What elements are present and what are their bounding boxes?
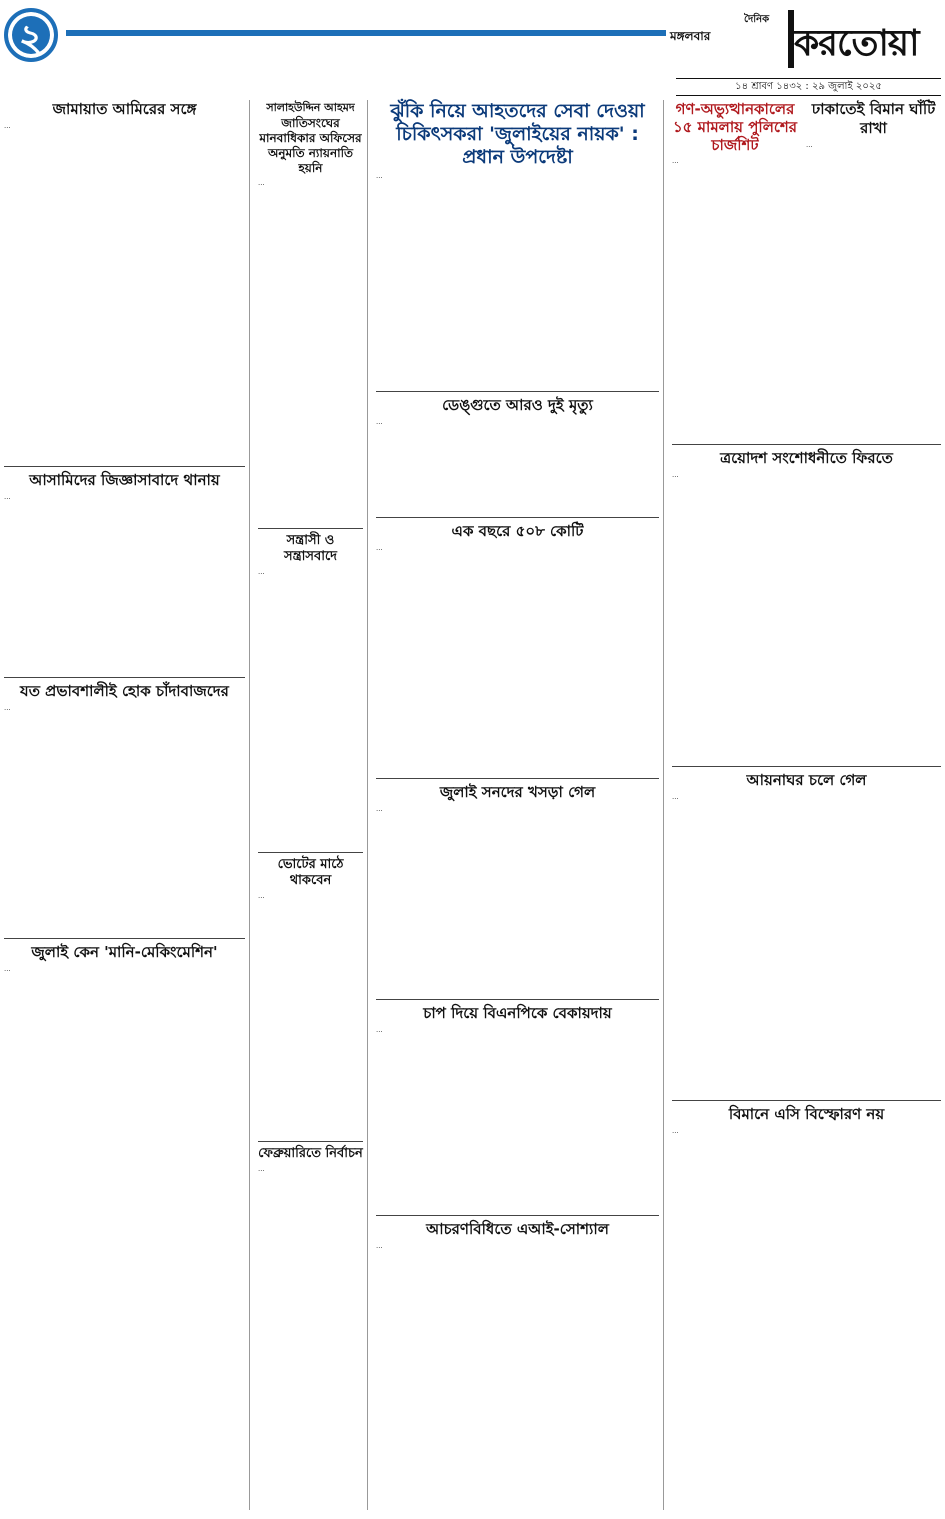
headline-aircrash: বিমানে এসি বিস্ফোরণ নয়	[728, 1105, 885, 1123]
column-1	[4, 100, 250, 1510]
article-body: …	[376, 1026, 383, 1034]
divider	[258, 528, 363, 529]
article-body: …	[672, 1127, 679, 1135]
page-number-badge: ২	[4, 8, 58, 62]
article-body: …	[672, 793, 679, 801]
divider	[376, 517, 659, 518]
divider	[258, 1141, 363, 1142]
masthead	[0, 0, 945, 100]
header-rule	[66, 30, 666, 36]
divider	[4, 677, 245, 678]
divider	[376, 1215, 659, 1216]
headline-extortion: যত প্রভাবশালীই হোক চাঁদাবাজদের	[20, 682, 229, 700]
column-center	[376, 100, 664, 1510]
article-body: …	[672, 157, 679, 165]
divider	[376, 999, 659, 1000]
article-body: …	[258, 179, 265, 187]
divider	[4, 466, 245, 467]
headline-loan: এক বছরে ৫০৮ কোটি	[451, 522, 584, 540]
divider	[4, 938, 245, 939]
divider	[672, 444, 941, 445]
headline-money: জুলাই কেন 'মানি-মেকিংমেশিন'	[31, 943, 218, 961]
article-body: …	[376, 172, 383, 180]
article-body: …	[258, 568, 265, 576]
article-body: …	[672, 471, 679, 479]
headline-accused: আসামিদের জিজ্ঞাসাবাদে থানায়	[29, 471, 220, 489]
column-airport	[806, 100, 941, 435]
column-reform	[672, 440, 941, 760]
headline-jamaat: জামায়াত আমিরের সঙ্গে	[52, 100, 197, 118]
article-body: …	[806, 141, 813, 149]
divider	[258, 852, 363, 853]
article-body: …	[376, 1242, 383, 1250]
divider	[672, 1100, 941, 1101]
headline-feb: ফেব্রুয়ারিতে নির্বাচন	[258, 1146, 363, 1161]
byline-salahuddin: সালাহউদ্দিন আহমদ	[266, 101, 355, 114]
article-body: …	[4, 122, 11, 130]
logo-small-text: দৈনিক	[744, 14, 770, 25]
headline-dengue: ডেঙ্গুতে আরও দুই মৃত্যু	[442, 396, 593, 414]
divider	[672, 766, 941, 767]
headline-terror: সন্ত্রাসী ও সন্ত্রাসবাদে	[283, 533, 338, 564]
headline-ayanaghor: আয়নাঘর চলে গেল	[746, 771, 867, 789]
headline-iklas: আচরণবিধিতে এআই-সোশ্যাল	[426, 1220, 609, 1238]
article-body: …	[4, 493, 11, 501]
newspaper-logo	[736, 8, 941, 74]
article-body: …	[258, 892, 265, 900]
article-body: …	[376, 418, 383, 426]
article-body: …	[258, 1165, 265, 1173]
headline-vote: ভোটের মাঠে থাকবেন	[277, 857, 344, 888]
article-body: …	[376, 544, 383, 552]
headline-main: ঝুঁকি নিয়ে আহতদের সেবা দেওয়া চিকিৎসকরা 'জুলাইয়ের নায়ক' : প্রধান উপদেষ্টা	[390, 100, 645, 168]
headline-reform: ত্রয়োদশ সংশোধনীতে ফিরতে	[720, 449, 893, 467]
divider	[376, 778, 659, 779]
article-body: …	[4, 704, 11, 712]
column-charge	[672, 100, 798, 435]
headline-airport: ঢাকাতেই বিমান ঘাঁটি রাখা	[811, 100, 936, 137]
headline-july: জুলাই সনদের খসড়া গেল	[439, 783, 596, 801]
divider	[376, 391, 659, 392]
column-ayanaghor	[672, 762, 941, 1092]
dateline: ১৪ শ্রাবণ ১৪৩২ : ২৯ জুলাই ২০২৫	[676, 78, 941, 96]
column-aircrash	[672, 1096, 941, 1506]
weekday: মঙ্গলবার	[670, 29, 711, 43]
logo-main-text: করতোয়া	[794, 22, 919, 64]
column-2	[258, 100, 368, 1510]
headline-chargesheet: গণ-অভ্যুত্থানকালের ১৫ মামলায় পুলিশের চার্জশিট	[672, 100, 798, 154]
headline-pressure: চাপ দিয়ে বিএনপিকে বেকায়দায়	[423, 1004, 612, 1022]
article-body: …	[4, 965, 11, 973]
headline-un-office: জাতিসংঘের মানবাধিকার অফিসের অনুমতি ন্যায়নাতি হয়নি	[259, 116, 362, 175]
article-body: …	[376, 805, 383, 813]
